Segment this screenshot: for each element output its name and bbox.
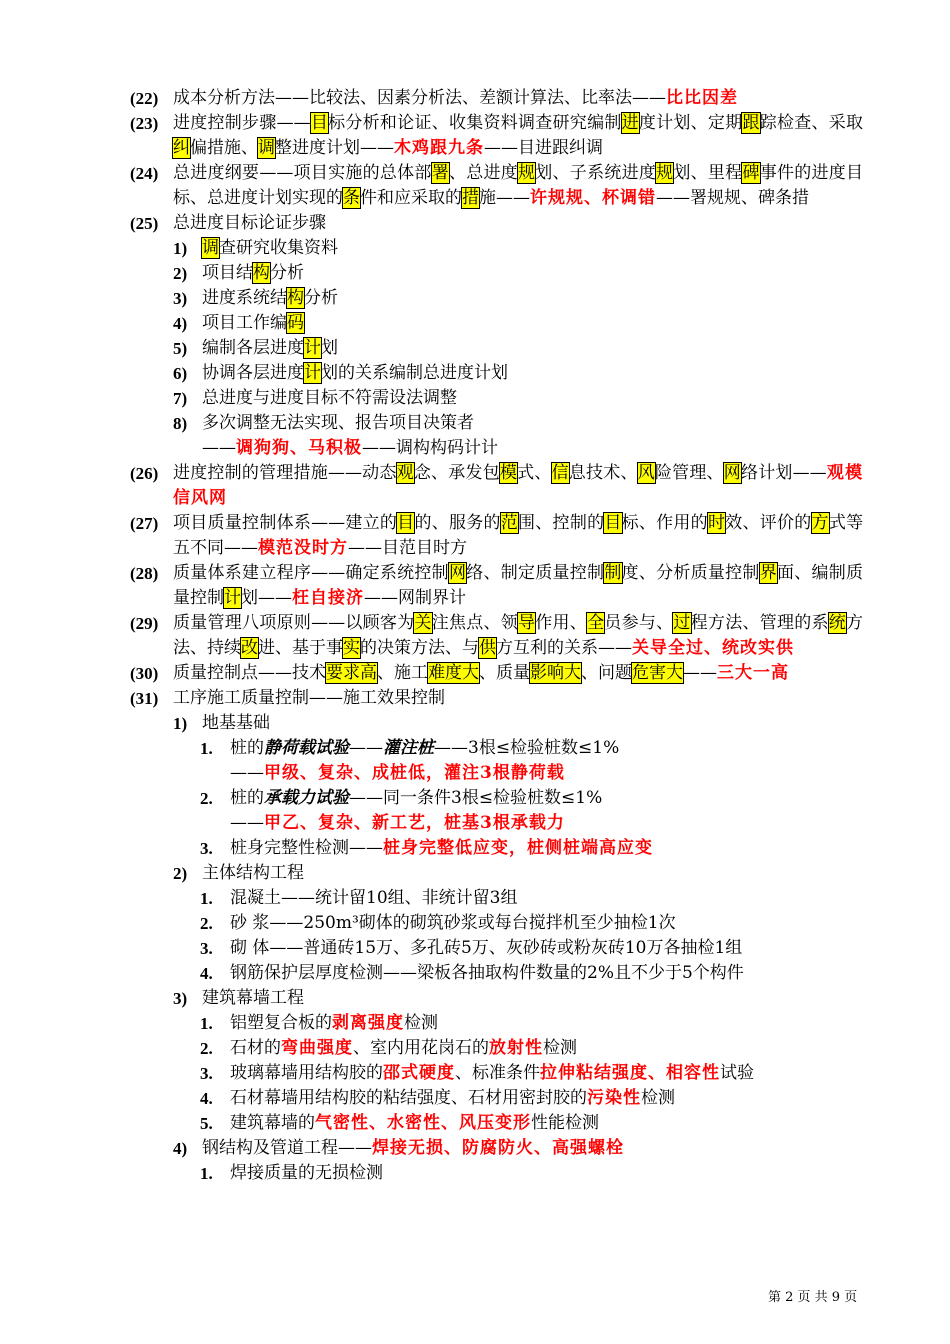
list-item bbox=[0, 661, 950, 686]
highlight-mark: 要求高 bbox=[326, 663, 377, 683]
item-text bbox=[202, 261, 862, 286]
body-text: 砂 浆——250m³砌体的砌筑砂浆或每台搅拌机至少抽检1次 bbox=[230, 913, 676, 933]
body-text: ——同一条件3根≤检验桩数≤1% bbox=[349, 788, 603, 808]
item-number: 3. bbox=[200, 839, 213, 858]
highlight-mark: 纠 bbox=[173, 138, 190, 158]
item-text bbox=[202, 386, 862, 411]
section-heading bbox=[0, 711, 950, 736]
body-text: 桩的 bbox=[230, 788, 264, 808]
body-text: 的决策方法、与 bbox=[360, 638, 479, 658]
item-number: 2) bbox=[173, 864, 188, 883]
body-text: 、施工 bbox=[377, 663, 428, 683]
item-text bbox=[202, 711, 862, 736]
body-text: ——3根≤检验桩数≤1% bbox=[434, 738, 620, 758]
body-text: 、总进度 bbox=[448, 163, 519, 183]
item-number: 3) bbox=[173, 989, 188, 1008]
highlight-mark: 难度大 bbox=[428, 663, 479, 683]
item-text bbox=[202, 336, 862, 361]
body-text: 式等五不同—— bbox=[173, 513, 864, 558]
item-text bbox=[173, 86, 863, 111]
highlight-mark: 进 bbox=[621, 113, 639, 133]
body-text: 项目工作编 bbox=[202, 313, 287, 333]
item-number: 3. bbox=[200, 939, 213, 958]
highlight-mark: 信 bbox=[551, 463, 569, 483]
body-text: 进度控制步骤—— bbox=[173, 113, 311, 133]
highlight-mark: 过 bbox=[673, 613, 691, 633]
highlight-mark: 计 bbox=[304, 363, 321, 383]
mnemonic-text: 比比因差 bbox=[666, 88, 738, 108]
item-text bbox=[173, 161, 863, 211]
body-text: 络、制定质量控制 bbox=[466, 563, 605, 583]
body-text: ——调构构码计计 bbox=[362, 438, 498, 458]
body-text: 焊接质量的无损检测 bbox=[230, 1163, 383, 1183]
body-text: 主体结构工程 bbox=[202, 863, 304, 883]
body-text: 检测 bbox=[641, 1088, 675, 1108]
body-text: 总进度目标论证步骤 bbox=[173, 213, 326, 233]
item-number: 3) bbox=[173, 289, 188, 308]
item-text bbox=[173, 661, 863, 686]
item-text bbox=[202, 236, 862, 261]
item-text bbox=[230, 811, 860, 836]
highlight-mark: 目 bbox=[604, 513, 622, 533]
body-text: 查研究收集资料 bbox=[219, 238, 338, 258]
highlight-mark: 关 bbox=[414, 613, 432, 633]
body-text: 效、评价的 bbox=[725, 513, 812, 533]
item-text bbox=[202, 986, 862, 1011]
item-text bbox=[173, 686, 863, 711]
mnemonic-text: 调狗狗、马积极 bbox=[236, 438, 362, 458]
mnemonic-text: 邵式硬度 bbox=[383, 1063, 455, 1083]
body-text: 标、作用的 bbox=[621, 513, 708, 533]
highlight-mark: 时 bbox=[707, 513, 726, 533]
highlight-mark: 构 bbox=[287, 288, 304, 308]
item-number: (25) bbox=[130, 214, 159, 233]
step-item bbox=[0, 386, 950, 411]
highlight-mark: 网 bbox=[448, 563, 467, 583]
item-text bbox=[230, 786, 860, 811]
list-item bbox=[0, 86, 950, 111]
mnemonic-text: 污染性 bbox=[587, 1088, 641, 1108]
body-text: 整进度计划—— bbox=[275, 138, 394, 158]
item-text bbox=[230, 836, 860, 861]
list-item bbox=[0, 686, 950, 711]
body-text: 砌 体——普通砖15万、多孔砖5万、灰砂砖或粉灰砖10万各抽检1组 bbox=[230, 938, 743, 958]
highlight-mark: 构 bbox=[253, 263, 270, 283]
item-text bbox=[230, 911, 860, 936]
item-text bbox=[173, 561, 863, 611]
item-number: 5) bbox=[173, 339, 188, 358]
item-number: 2. bbox=[200, 914, 213, 933]
body-text: 项目结 bbox=[202, 263, 253, 283]
list-item bbox=[0, 111, 950, 161]
sub-item bbox=[0, 961, 950, 986]
body-text: 多次调整无法实现、报告项目决策者 bbox=[202, 413, 474, 433]
item-number: (27) bbox=[130, 514, 159, 533]
highlight-mark: 网 bbox=[723, 463, 741, 483]
page-footer: 第 2 页 共 9 页 bbox=[768, 1290, 858, 1305]
mnemonic-text: 拉伸粘结强度、相容性 bbox=[540, 1063, 720, 1083]
item-number: 1) bbox=[173, 239, 188, 258]
highlight-mark: 范 bbox=[500, 513, 519, 533]
body-text: 作用、 bbox=[535, 613, 588, 633]
body-text: 念、承发包 bbox=[413, 463, 500, 483]
mnemonic-text: 焊接无损、防腐防火、高强螺栓 bbox=[372, 1138, 624, 1158]
list-item bbox=[0, 161, 950, 211]
body-text: 协调各层进度 bbox=[202, 363, 304, 383]
item-number: (22) bbox=[130, 89, 159, 108]
sub-item bbox=[0, 1086, 950, 1111]
body-text: 检测 bbox=[543, 1038, 577, 1058]
body-text: 划—— bbox=[241, 588, 292, 608]
item-text bbox=[230, 1111, 860, 1136]
body-text: 编制各层进度 bbox=[202, 338, 304, 358]
list-item bbox=[0, 561, 950, 611]
body-text: 总进度纲要——项目实施的总体部 bbox=[173, 163, 432, 183]
item-text bbox=[230, 1011, 860, 1036]
body-text: 进、基于事 bbox=[258, 638, 343, 658]
highlight-mark: 措 bbox=[462, 188, 479, 208]
highlight-mark: 碑 bbox=[742, 163, 760, 183]
list-item bbox=[0, 461, 950, 511]
body-text: 的、服务的 bbox=[414, 513, 501, 533]
highlight-mark: 导 bbox=[518, 613, 536, 633]
item-number: 5. bbox=[200, 1114, 213, 1133]
body-text: 铝塑复合板的 bbox=[230, 1013, 332, 1033]
mnemonic-text: 模范没时方 bbox=[258, 538, 348, 558]
body-text: 员参与、 bbox=[604, 613, 674, 633]
sub-item bbox=[0, 1161, 950, 1186]
body-text: 划 bbox=[321, 338, 338, 358]
document-body bbox=[0, 86, 950, 1186]
highlight-mark: 规 bbox=[656, 163, 674, 183]
item-number: 1. bbox=[200, 739, 213, 758]
item-number: (31) bbox=[130, 689, 159, 708]
highlight-mark: 改 bbox=[241, 638, 258, 658]
body-text: —— bbox=[230, 763, 264, 783]
step-item bbox=[0, 236, 950, 261]
body-text: 进度控制的管理措施——动态 bbox=[173, 463, 397, 483]
highlight-mark: 计 bbox=[224, 588, 241, 608]
mnemonic-line bbox=[0, 436, 950, 461]
body-text: 事件的进度目标、总进度计划实现的 bbox=[173, 163, 864, 208]
item-text bbox=[173, 111, 863, 161]
highlight-mark: 计 bbox=[304, 338, 321, 358]
item-number: 1. bbox=[200, 889, 213, 908]
highlight-mark: 调 bbox=[258, 138, 275, 158]
body-text: 工序施工质量控制——施工效果控制 bbox=[173, 688, 445, 708]
emphasis-text: 静荷载试验 bbox=[264, 738, 349, 758]
body-text: 、质量 bbox=[479, 663, 530, 683]
item-number: 1. bbox=[200, 1014, 213, 1033]
item-number: 8) bbox=[173, 414, 188, 433]
body-text: 划的关系编制总进度计划 bbox=[321, 363, 508, 383]
body-text: 钢筋保护层厚度检测——梁板各抽取构件数量的2%且不少于5个构件 bbox=[230, 963, 744, 983]
body-text: —— bbox=[683, 663, 717, 683]
body-text: 、标准条件 bbox=[455, 1063, 540, 1083]
highlight-mark: 条 bbox=[343, 188, 360, 208]
highlight-mark: 全 bbox=[587, 613, 605, 633]
body-text: ——网制界计 bbox=[364, 588, 466, 608]
mnemonic-text: 桩身完整低应变，桩侧桩端高应变 bbox=[383, 838, 653, 858]
highlight-mark: 规 bbox=[518, 163, 536, 183]
item-number: 4) bbox=[173, 1139, 188, 1158]
item-number: 2) bbox=[173, 264, 188, 283]
sub-item bbox=[0, 786, 950, 811]
body-text: 成本分析方法——比较法、因素分析法、差额计算法、比率法—— bbox=[173, 88, 666, 108]
body-text: 玻璃幕墙用结构胶的 bbox=[230, 1063, 383, 1083]
body-text: 石材的 bbox=[230, 1038, 281, 1058]
body-text: 建筑幕墙的 bbox=[230, 1113, 315, 1133]
item-number: 4. bbox=[200, 1089, 213, 1108]
highlight-mark: 实 bbox=[343, 638, 360, 658]
item-text bbox=[230, 1161, 860, 1186]
body-text: 络计划—— bbox=[740, 463, 827, 483]
highlight-mark: 影响大 bbox=[530, 663, 581, 683]
mnemonic-text: 枉自接济 bbox=[292, 588, 364, 608]
body-text: 面、编制质量控制 bbox=[173, 563, 864, 608]
body-text: 式、 bbox=[517, 463, 552, 483]
body-text: 质量体系建立程序——确定系统控制 bbox=[173, 563, 449, 583]
body-text: 质量控制点——技术 bbox=[173, 663, 326, 683]
mnemonic-text: 气密性、水密性、风压变形 bbox=[315, 1113, 531, 1133]
body-text: 险管理、 bbox=[654, 463, 724, 483]
body-text: 度计划、定期 bbox=[638, 113, 743, 133]
body-text: 总进度与进度目标不符需设法调整 bbox=[202, 388, 457, 408]
step-item bbox=[0, 286, 950, 311]
step-item bbox=[0, 261, 950, 286]
item-text bbox=[230, 1086, 860, 1111]
highlight-mark: 供 bbox=[479, 638, 496, 658]
item-number: 1) bbox=[173, 714, 188, 733]
highlight-mark: 方 bbox=[811, 513, 829, 533]
list-item bbox=[0, 611, 950, 661]
mnemonic-text: 放射性 bbox=[489, 1038, 543, 1058]
item-text bbox=[173, 511, 863, 561]
section-heading bbox=[0, 861, 950, 886]
highlight-mark: 危害大 bbox=[632, 663, 683, 683]
item-number: (24) bbox=[130, 164, 159, 183]
sub-item bbox=[0, 1011, 950, 1036]
mnemonic-text: 甲级、复杂、成桩低，灌注3根静荷载 bbox=[264, 763, 565, 783]
body-text: 划、里程 bbox=[673, 163, 743, 183]
mnemonic-line bbox=[0, 811, 950, 836]
mnemonic-text: 弯曲强度 bbox=[281, 1038, 353, 1058]
item-number: (23) bbox=[130, 114, 159, 133]
body-text: 方互利的关系—— bbox=[496, 638, 632, 658]
item-text bbox=[202, 361, 862, 386]
body-text: 桩的 bbox=[230, 738, 264, 758]
highlight-mark: 调 bbox=[202, 238, 219, 258]
item-text bbox=[230, 761, 860, 786]
body-text: 件和应采取的 bbox=[360, 188, 462, 208]
body-text: 程方法、管理的系 bbox=[690, 613, 829, 633]
item-text bbox=[173, 611, 863, 661]
body-text: 地基基础 bbox=[202, 713, 270, 733]
body-text: 桩身完整性检测—— bbox=[230, 838, 383, 858]
body-text: 混凝土——统计留10组、非统计留3组 bbox=[230, 888, 518, 908]
item-text bbox=[202, 861, 862, 886]
item-text bbox=[202, 436, 862, 461]
item-text bbox=[202, 1136, 862, 1161]
highlight-mark: 统 bbox=[828, 613, 847, 633]
highlight-mark: 界 bbox=[759, 563, 777, 583]
mnemonic-line bbox=[0, 761, 950, 786]
item-text bbox=[202, 311, 862, 336]
item-text bbox=[230, 886, 860, 911]
body-text: 划、子系统进度 bbox=[535, 163, 657, 183]
item-text bbox=[230, 736, 860, 761]
item-text bbox=[173, 461, 863, 511]
item-number: (26) bbox=[130, 464, 159, 483]
body-text: 钢结构及管道工程—— bbox=[202, 1138, 372, 1158]
mnemonic-text: 木鸡跟九条 bbox=[394, 138, 484, 158]
body-text: ——目范目时方 bbox=[348, 538, 467, 558]
section-heading bbox=[0, 1136, 950, 1161]
item-text bbox=[173, 211, 863, 236]
sub-item bbox=[0, 1061, 950, 1086]
highlight-mark: 目 bbox=[310, 113, 329, 133]
body-text: 、问题 bbox=[581, 663, 632, 683]
body-text: —— bbox=[230, 813, 264, 833]
body-text: 、室内用花岗石的 bbox=[353, 1038, 489, 1058]
item-text bbox=[230, 1036, 860, 1061]
item-number: (30) bbox=[130, 664, 159, 683]
body-text: 建筑幕墙工程 bbox=[202, 988, 304, 1008]
highlight-mark: 跟 bbox=[742, 113, 760, 133]
list-item bbox=[0, 511, 950, 561]
body-text: 检测 bbox=[404, 1013, 438, 1033]
highlight-mark: 署 bbox=[431, 163, 449, 183]
mnemonic-text: 许规规、杯调错 bbox=[530, 188, 656, 208]
body-text: 分析 bbox=[270, 263, 304, 283]
section-heading bbox=[0, 986, 950, 1011]
item-number: 7) bbox=[173, 389, 188, 408]
body-text: 方法、持续 bbox=[173, 613, 864, 658]
highlight-mark: 码 bbox=[287, 313, 304, 333]
body-text: 进度系统结 bbox=[202, 288, 287, 308]
item-number: (28) bbox=[130, 564, 159, 583]
item-number: 6) bbox=[173, 364, 188, 383]
body-text: 踪检查、采取 bbox=[759, 113, 864, 133]
sub-item bbox=[0, 936, 950, 961]
body-text: 分析 bbox=[304, 288, 338, 308]
step-item bbox=[0, 361, 950, 386]
body-text: 息技术、 bbox=[568, 463, 638, 483]
item-number: 2. bbox=[200, 789, 213, 808]
body-text: 偏措施、 bbox=[190, 138, 258, 158]
item-text bbox=[230, 1061, 860, 1086]
item-number: 4) bbox=[173, 314, 188, 333]
body-text: 石材幕墙用结构胶的粘结强度、石材用密封胶的 bbox=[230, 1088, 587, 1108]
mnemonic-text: 三大一高 bbox=[717, 663, 789, 683]
item-number: (29) bbox=[130, 614, 159, 633]
highlight-mark: 目 bbox=[397, 513, 415, 533]
sub-item bbox=[0, 1111, 950, 1136]
sub-item bbox=[0, 1036, 950, 1061]
body-text: 标分析和论证、收集资料调查研究编制 bbox=[328, 113, 622, 133]
item-text bbox=[230, 936, 860, 961]
mnemonic-text: 观模信风网 bbox=[173, 463, 864, 508]
list-item bbox=[0, 211, 950, 236]
body-text: 注焦点、领 bbox=[431, 613, 519, 633]
body-text: 性能检测 bbox=[531, 1113, 599, 1133]
item-text bbox=[202, 411, 862, 436]
body-text: 试验 bbox=[720, 1063, 754, 1083]
body-text: ——署规规、碑条措 bbox=[656, 188, 809, 208]
step-item bbox=[0, 311, 950, 336]
sub-item bbox=[0, 736, 950, 761]
sub-item bbox=[0, 911, 950, 936]
item-number: 1. bbox=[200, 1164, 213, 1183]
sub-item bbox=[0, 886, 950, 911]
mnemonic-text: 剥离强度 bbox=[332, 1013, 404, 1033]
highlight-mark: 风 bbox=[637, 463, 655, 483]
body-text: ——目进跟纠调 bbox=[484, 138, 603, 158]
body-text: 质量管理八项原则——以顾客为 bbox=[173, 613, 415, 633]
body-text: —— bbox=[349, 738, 383, 758]
mnemonic-text: 甲乙、复杂、新工艺，桩基3根承载力 bbox=[264, 813, 565, 833]
body-text: 施—— bbox=[479, 188, 530, 208]
body-text: 围、控制的 bbox=[518, 513, 605, 533]
step-item bbox=[0, 336, 950, 361]
highlight-mark: 观 bbox=[396, 463, 414, 483]
item-number: 4. bbox=[200, 964, 213, 983]
step-item bbox=[0, 411, 950, 436]
item-number: 3. bbox=[200, 1064, 213, 1083]
highlight-mark: 模 bbox=[499, 463, 518, 483]
body-text: —— bbox=[202, 438, 236, 458]
body-text: 项目质量控制体系——建立的 bbox=[173, 513, 398, 533]
emphasis-text: 承载力试验 bbox=[264, 788, 349, 808]
emphasis-text: 灌注桩 bbox=[383, 738, 434, 758]
mnemonic-text: 关导全过、统改实供 bbox=[632, 638, 794, 658]
item-text bbox=[230, 961, 860, 986]
sub-item bbox=[0, 836, 950, 861]
highlight-mark: 制 bbox=[604, 563, 622, 583]
item-text bbox=[202, 286, 862, 311]
body-text: 度、分析质量控制 bbox=[621, 563, 760, 583]
item-number: 2. bbox=[200, 1039, 213, 1058]
